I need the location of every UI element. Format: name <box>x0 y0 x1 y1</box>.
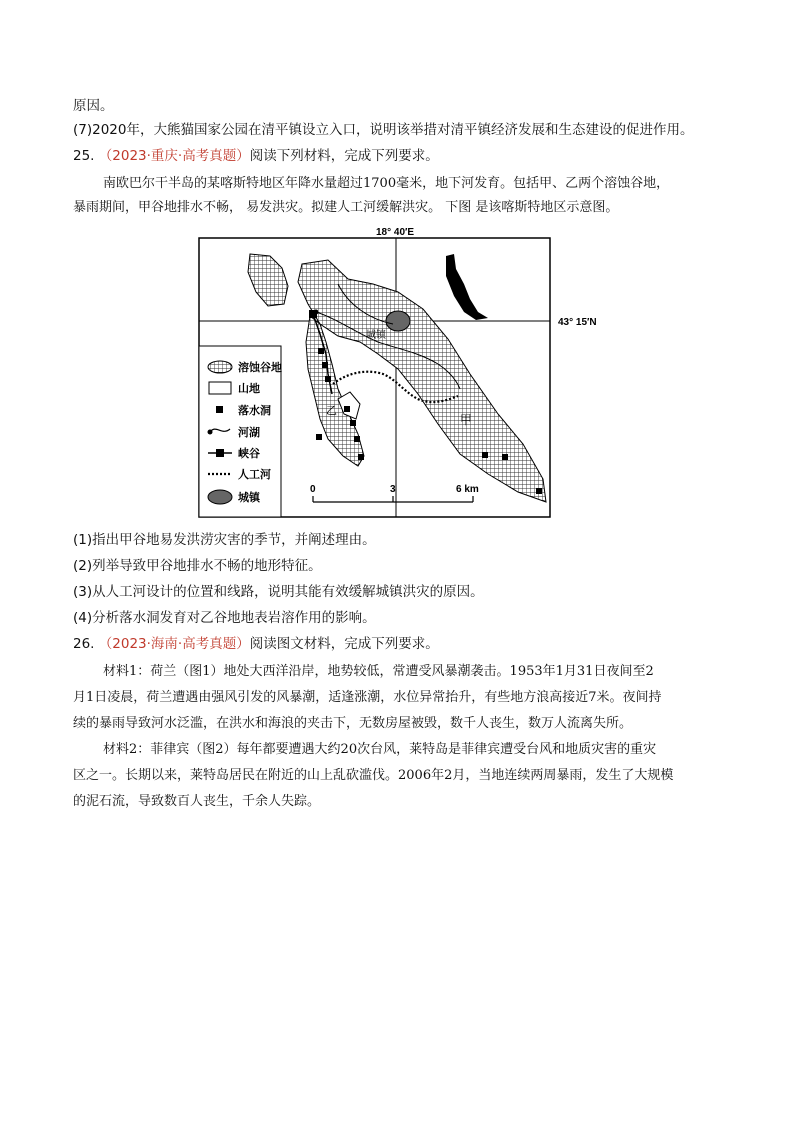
legend-mountain-symbol <box>209 382 231 394</box>
question-number: 25. <box>73 148 95 164</box>
paragraph-line: 暴雨期间，甲谷地排水不畅， 易发洪灾。拟建人工河缓解洪灾。 下图 是该喀斯特地区示意图。 <box>73 200 619 215</box>
legend-label-valley: 溶蚀谷地 <box>238 362 282 374</box>
question-source: （2023·海南·高考真题） <box>98 636 250 652</box>
canyon-marker <box>309 310 317 318</box>
sinkhole <box>318 348 324 354</box>
legend-label-river: 河湖 <box>238 427 260 439</box>
legend-label-mountain: 山地 <box>238 383 260 395</box>
material-line: 材料2：菲律宾（图2）每年都要遭遇大约20次台风，莱特岛是菲律宾遭受台风和地质灾害的重灾 <box>103 742 657 757</box>
legend-label-canal: 人工河 <box>238 469 271 481</box>
question-number: 26. <box>73 636 95 652</box>
material-line: 材料1：荷兰（图1）地处大西洋沿岸，地势较低，常遭受风暴潮袭击。1953年1月31日夜间至2 <box>103 664 654 679</box>
legend-label-canyon: 峡谷 <box>238 448 260 460</box>
karst-map-figure <box>198 224 597 522</box>
legend-sinkhole-symbol <box>216 406 223 413</box>
text-line: (7)2020年，大熊猫国家公园在清平镇设立入口，说明该举措对清平镇经济发展和生态建设的促进作用。 <box>73 122 694 138</box>
sinkhole <box>325 376 331 382</box>
sinkhole <box>502 454 508 460</box>
town-symbol <box>386 311 410 331</box>
question-instruction: 阅读图文材料，完成下列要求。 <box>249 636 439 652</box>
scale-label-6: 6 km <box>456 484 479 495</box>
sinkhole <box>354 436 360 442</box>
sinkhole <box>322 362 328 368</box>
valley-jia-label: 甲 <box>460 413 473 427</box>
material-line: 的泥石流，导致数百人丧生，千余人失踪。 <box>73 794 321 809</box>
legend-label-sinkhole: 落水洞 <box>238 405 271 417</box>
town-label: 城镇 <box>366 330 386 341</box>
paragraph-line: 南欧巴尔干半岛的某喀斯特地区年降水量超过1700毫米，地下河发育。包括甲、乙两个溶蚀谷地， <box>103 176 670 191</box>
valley-yi-label: 乙 <box>326 405 337 417</box>
sinkhole <box>316 434 322 440</box>
question-25-header <box>73 146 439 166</box>
legend-label-town: 城镇 <box>238 492 260 504</box>
legend-town-symbol <box>208 490 232 504</box>
material-line: 区之一。长期以来，莱特岛居民在附近的山上乱砍滥伐。2006年2月，当地连续两周暴雨，发生了大规模 <box>73 768 674 783</box>
question-source: （2023·重庆·高考真题） <box>98 148 250 164</box>
sinkhole <box>358 454 364 460</box>
scale-label-0: 0 <box>310 484 316 495</box>
question-26-header <box>73 634 439 654</box>
sub-question: (3)从人工河设计的位置和线路，说明其能有效缓解城镇洪灾的原因。 <box>73 584 484 600</box>
question-instruction: 阅读下列材料，完成下列要求。 <box>249 148 439 164</box>
sinkhole <box>482 452 488 458</box>
sinkhole <box>344 406 350 412</box>
sub-question: (4)分析落水洞发育对乙谷地地表岩溶作用的影响。 <box>73 610 376 626</box>
scale-label-3: 3 <box>390 484 396 495</box>
sub-question: (2)列举导致甲谷地排水不畅的地形特征。 <box>73 558 322 574</box>
text-line: 原因。 <box>73 98 114 114</box>
sinkhole <box>350 420 356 426</box>
sub-question: (1)指出甲谷地易发洪涝灾害的季节，并阐述理由。 <box>73 532 376 548</box>
latitude-label: 43° 15′N <box>558 317 597 328</box>
sinkhole <box>536 488 542 494</box>
legend-valley-symbol <box>208 361 232 373</box>
longitude-label: 18° 40′E <box>376 227 415 238</box>
material-line: 月1日凌晨，荷兰遭遇由强风引发的风暴潮，适逢涨潮，水位异常抬升，有些地方浪高接近7米。夜间持 <box>73 690 662 705</box>
material-line: 续的暴雨导致河水泛滥，在洪水和海浪的夹击下，无数房屋被毁，数千人丧生，数万人流离失所。 <box>73 716 633 731</box>
